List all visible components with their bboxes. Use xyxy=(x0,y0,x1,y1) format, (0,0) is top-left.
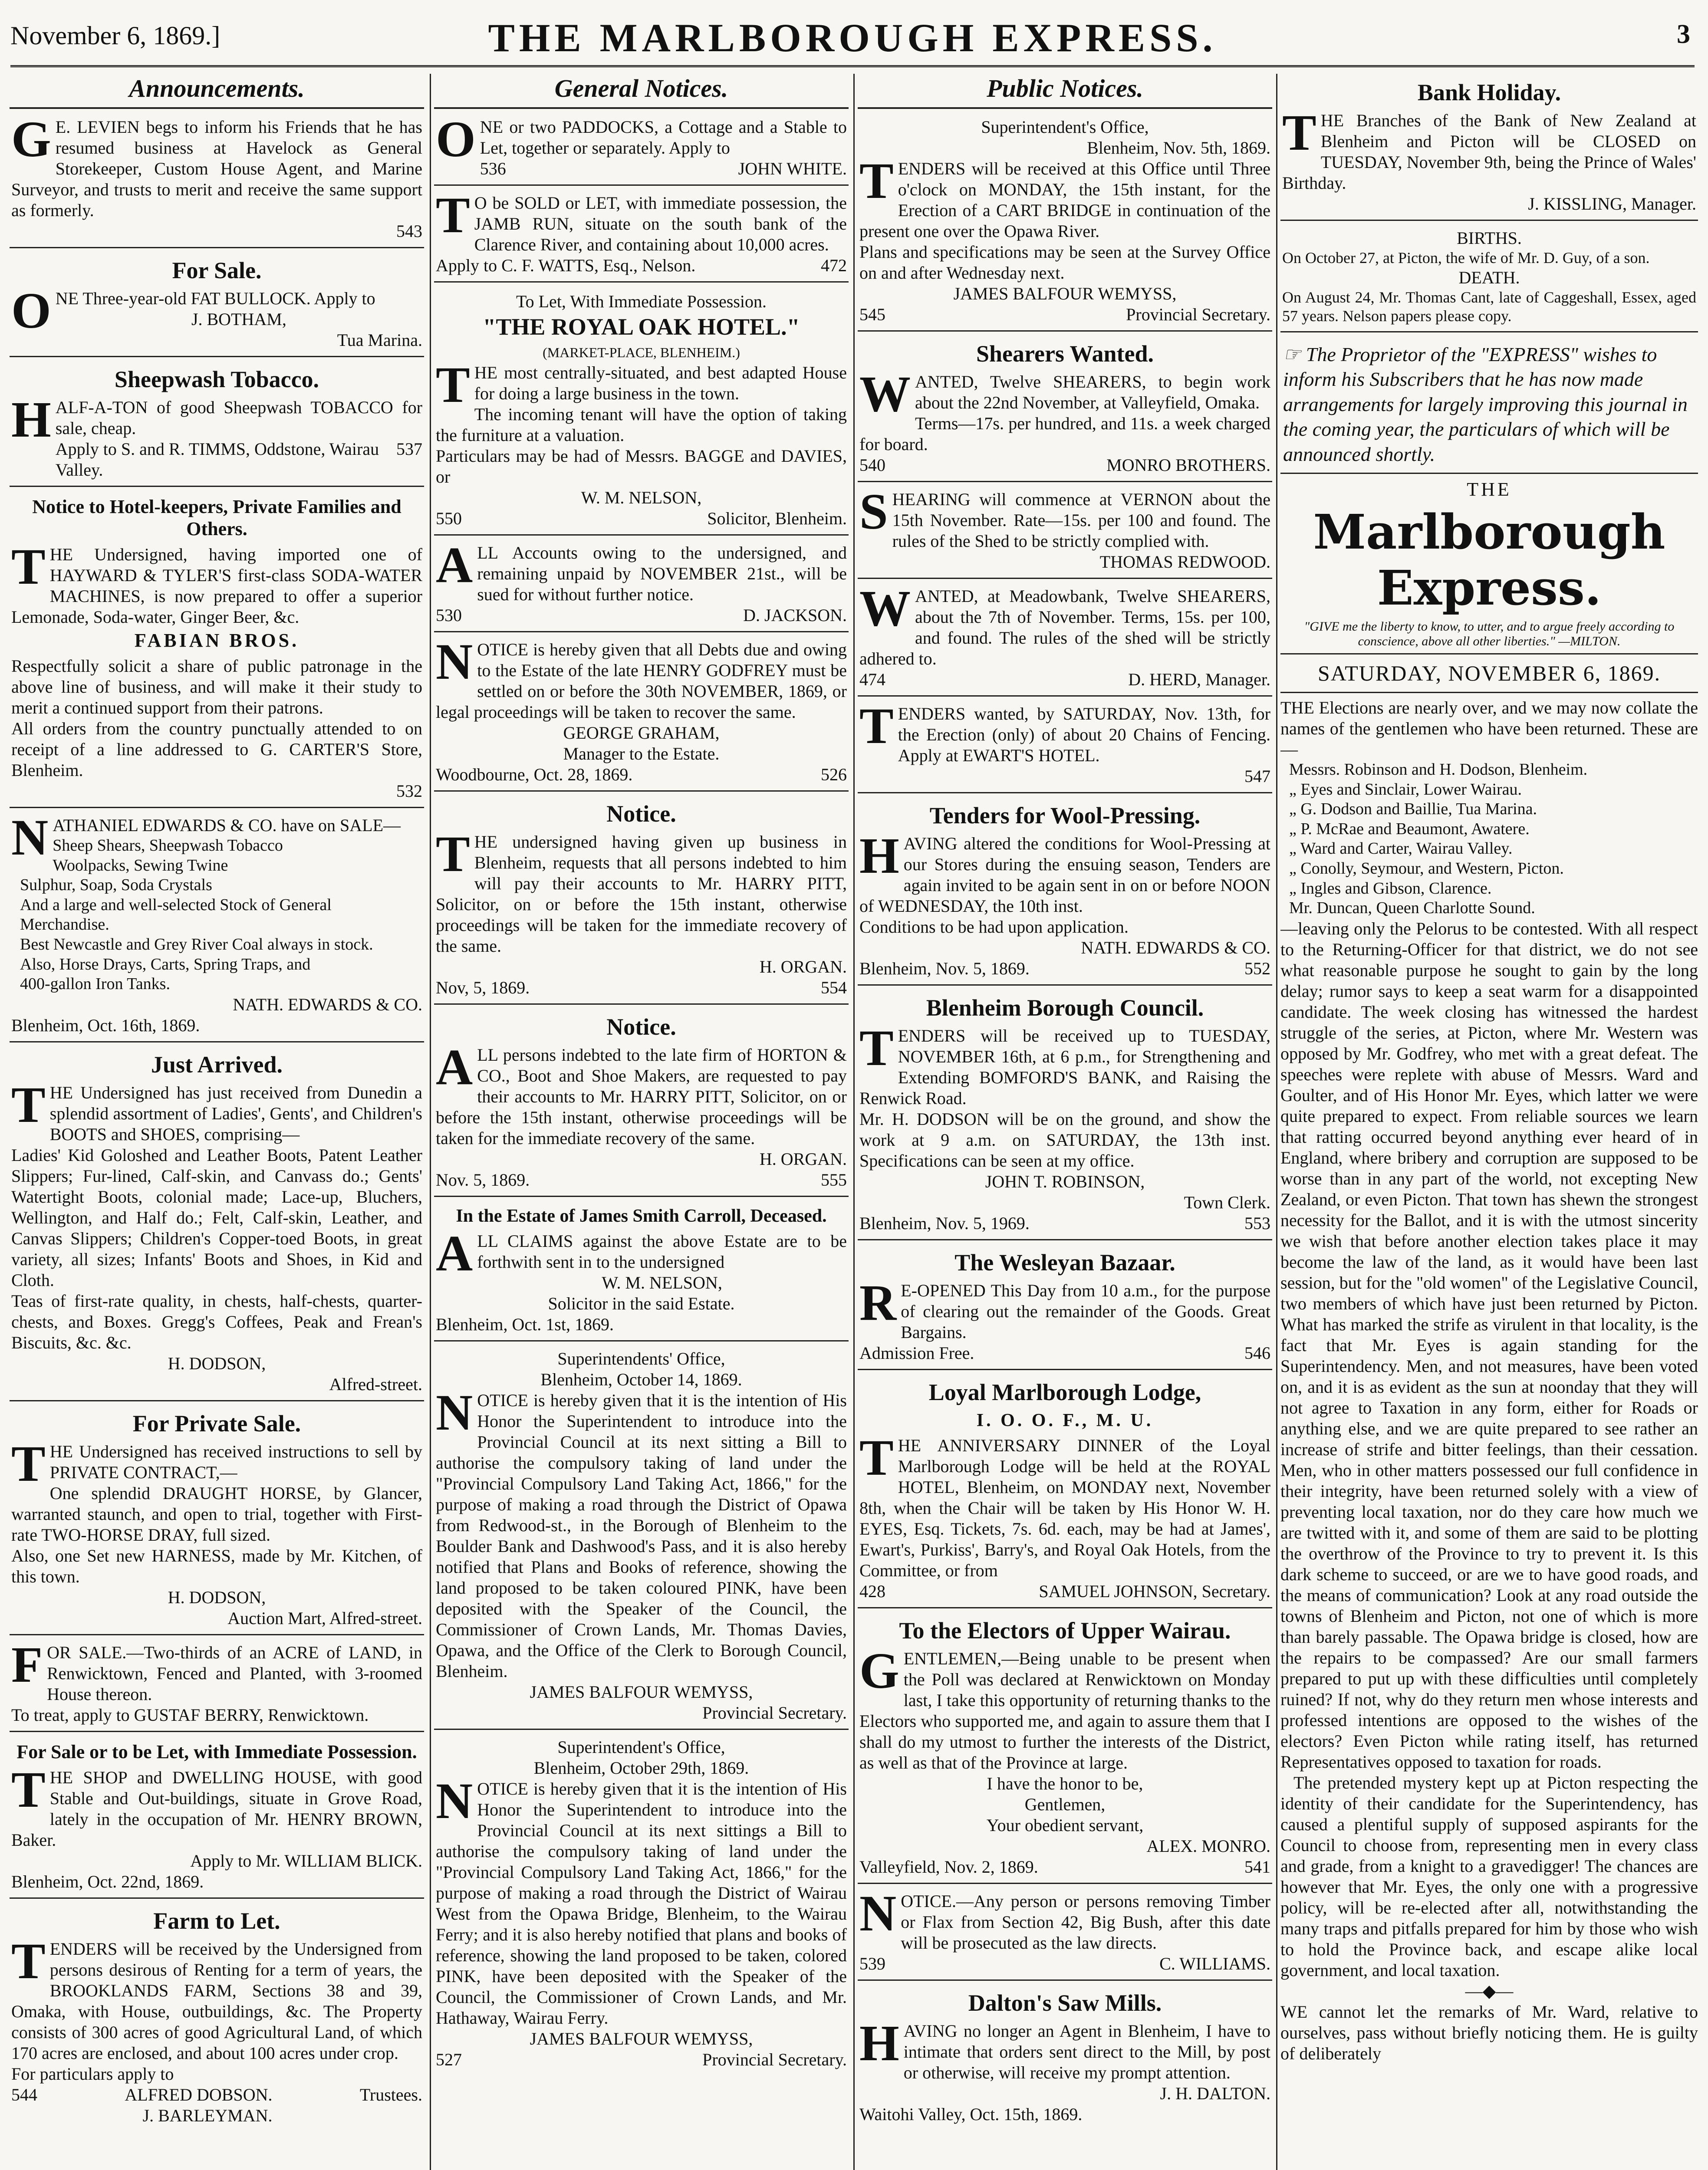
ad-title: Loyal Marlborough Lodge, xyxy=(928,1379,1201,1405)
ad-title: For Private Sale. xyxy=(132,1410,301,1437)
ad-farm-to-let xyxy=(10,1902,424,2131)
ad-timber-notice xyxy=(858,1887,1272,1981)
death-heading: DEATH. xyxy=(1458,268,1520,288)
drop-cap: T xyxy=(436,356,470,413)
ad-title: Farm to Let. xyxy=(153,1907,280,1934)
ad-text-3: Teas of first-rate quality, in chests, half-chests, quarter-chests, and Boxes. Gregg's Coffees, Peak and Frean's Biscuits, &c. &c. xyxy=(11,1291,422,1352)
ad-office-date: Blenheim, October 14, 1869. xyxy=(540,1370,742,1389)
ad-number: 428 xyxy=(859,1581,885,1601)
births-deaths xyxy=(1280,224,1698,332)
newspaper-title: THE MARLBOROUGH EXPRESS. xyxy=(488,16,1217,60)
column-heading: Public Notices. xyxy=(858,74,1272,109)
ad-signature: H. DODSON, xyxy=(168,1353,266,1373)
masthead-title: Marlborough Express. xyxy=(1313,504,1665,616)
ad-text: ANTED, Twelve SHEARERS, to begin work about the 22nd November, at Valleyfield, Omaka. xyxy=(915,372,1270,412)
ad-text-2: Plans and specifications may be seen at the Survey Office on and after Wednesday next. xyxy=(859,242,1270,283)
births-text: On October 27, at Picton, the wife of Mr. D. Guy, of a son. xyxy=(1282,249,1650,266)
ad-signature-place: Solicitor, Blenheim. xyxy=(707,509,847,528)
ad-signature: JAMES BALFOUR WEMYSS, xyxy=(530,2029,753,2048)
ad-signature: H. ORGAN. xyxy=(759,1149,847,1169)
ad-text: ANTED, at Meadowbank, Twelve SHEARERS, about the 7th of November. Terms, 15s. per 100, and found. The rules of the shed will be strictly adhered to. xyxy=(859,586,1270,668)
ad-loyal-lodge xyxy=(858,1374,1272,1608)
pointing-hand-icon: ☞ xyxy=(1283,343,1301,365)
list-item: And a large and well-selected Stock of General Merchandise. xyxy=(20,895,332,934)
ad-text: LL CLAIMS against the above Estate are to be forthwith sent in to the undersigned xyxy=(477,1231,847,1272)
ad-title: Dalton's Saw Mills. xyxy=(968,1990,1162,2016)
list-item: Mr. Duncan, Queen Charlotte Sound. xyxy=(1289,899,1535,917)
trustee-name: J. BARLEYMAN. xyxy=(142,2105,273,2125)
ad-text: ENDERS will be received by the Undersigned from persons desirous of Renting for a term of years, the BROOKLANDS FARM, Sections 38 and 39, Omaka, with House, outbuildings, &c. The Property consists of 300 acres of good Agricultural Land, of which 170 acres are enclosed, and about 100 acres under crop. xyxy=(11,1939,422,2063)
ad-text: LL persons indebted to the late firm of HORTON & CO., Boot and Shoe Makers, are requested to pay their accounts to Mr. HARRY PITT, Solicitor, on or before the 15th instant, otherwise proceedings will be taken for the immediate recovery of the same. xyxy=(436,1045,847,1148)
ad-godfrey-estate xyxy=(434,633,849,792)
ad-office: Superintendent's Office, xyxy=(981,117,1149,137)
page-number: 3 xyxy=(1677,20,1690,49)
column-public-notices xyxy=(858,74,1272,2170)
ad-wesleyan-bazaar xyxy=(858,1244,1272,1370)
ad-number: 540 xyxy=(859,455,885,475)
ad-text-3: Particulars may be had of Messrs. BAGGE and DAVIES, or xyxy=(436,446,847,487)
ad-office: Superintendent's Office, xyxy=(557,1737,725,1757)
ad-jamb-run xyxy=(434,189,849,283)
drop-cap: T xyxy=(11,538,46,595)
list-item: Also, Horse Drays, Carts, Spring Traps, and xyxy=(20,955,311,973)
ad-upper-wairau-electors xyxy=(858,1612,1272,1884)
trustees-label: Trustees. xyxy=(359,2085,422,2104)
drop-cap: G xyxy=(859,1642,899,1699)
ad-admission: Admission Free. xyxy=(859,1343,974,1363)
masthead-the: THE xyxy=(1467,479,1512,500)
ad-text: OTICE.—Any person or persons removing Timber or Flax from Section 42, Big Bush, after this date will be prosecuted as the law directs. xyxy=(901,1891,1270,1953)
ad-number: 555 xyxy=(821,1170,847,1190)
ad-horton-notice xyxy=(434,1008,849,1197)
drop-cap: O xyxy=(11,282,51,339)
ad-number: 552 xyxy=(1244,959,1270,978)
ad-date: Blenheim, Nov. 5, 1869. xyxy=(859,959,1030,978)
ad-text: HE Undersigned has received instructions to sell by PRIVATE CONTRACT,— xyxy=(49,1441,422,1482)
ad-signature-title: Manager to the Estate. xyxy=(563,744,720,763)
notice-text: The Proprietor of the "EXPRESS" wishes to inform his Subscribers that he has now made arrangements for largely improving this journal in the coming year, the particulars of which will be announced shortly. xyxy=(1283,343,1688,465)
column-rule xyxy=(430,74,431,2170)
ad-opawa-road-notice xyxy=(434,1345,849,1730)
list-item: „ G. Dodson and Baillie, Tua Marina. xyxy=(1289,800,1537,819)
ad-text: HE ANNIVERSARY DINNER of the Loyal Marlborough Lodge will be held at the ROYAL HOTEL, Blenheim, on MONDAY next, November 8th, when the Chair will be taken by His Honor W. H. EYES, Esq. Tickets, 7s. 6d. each, may be had at James', Ewart's, Purkiss', Barry's, and Royal Oak Hotels, from the Committee, or from xyxy=(859,1436,1270,1580)
ad-signature: NATH. EDWARDS & CO. xyxy=(233,994,422,1014)
death-text: On August 24, Mr. Thomas Cant, late of Caggeshall, Essex, aged 57 years. Nelson papers please copy. xyxy=(1282,289,1696,325)
ad-number: 553 xyxy=(1244,1213,1270,1233)
drop-cap: W xyxy=(859,580,911,637)
ad-office: Superintendents' Office, xyxy=(557,1349,725,1368)
ad-text: ALF-A-TON of good Sheepwash TOBACCO for sale, cheap. xyxy=(55,398,422,438)
ad-number: 543 xyxy=(396,221,422,241)
ad-signature: NATH. EDWARDS & CO. xyxy=(1081,938,1270,957)
ad-signature: ALEX. MONRO. xyxy=(1146,1836,1270,1856)
ad-number: 536 xyxy=(480,159,506,178)
list-item: Sulphur, Soap, Soda Crystals xyxy=(20,876,212,894)
ad-date: Blenheim, Oct. 16th, 1869. xyxy=(11,1015,200,1035)
column-editorial xyxy=(1280,74,1698,2170)
ad-signature: MONRO BROTHERS. xyxy=(1106,455,1270,475)
ad-text-2: Ladies' Kid Goloshed and Leather Boots, Patent Leather Slippers; Fur-lined, Calf-skin, and Canvass do.; Gents' Watertight Boots, colonial made; Lace-up, Bluchers, Wellington, and Half do.; Felt, Calf-skin, Leather, and Canvas Slippers; Children's Copper-toed Boots, in great variety, all sizes; Infants' Boots and Shoes, in Kid and Cloth. xyxy=(11,1145,422,1290)
drop-cap: T xyxy=(11,1076,46,1133)
ad-signature-title: Town Clerk. xyxy=(1184,1193,1270,1212)
ad-text: NE Three-year-old FAT BULLOCK. Apply to xyxy=(55,289,375,308)
ad-number: 526 xyxy=(821,765,847,784)
ad-title: To the Electors of Upper Wairau. xyxy=(899,1618,1231,1644)
ad-title: Notice to Hotel-keepers, Private Families and Others. xyxy=(32,496,401,539)
drop-cap: A xyxy=(436,1039,473,1095)
ad-signature: J. BOTHAM, xyxy=(191,309,286,329)
ad-signature: JOHN WHITE. xyxy=(738,159,847,178)
ad-text: HE Undersigned, having imported one of HAYWARD & TYLER'S first-class SODA-WATER MACHINES, is now prepared to offer a superior Lemonade, Soda-water, Ginger Beer, &c. xyxy=(11,545,422,627)
ad-date: Blenheim, Nov. 5, 1969. xyxy=(859,1213,1030,1233)
ad-number: 547 xyxy=(1244,766,1270,786)
ad-title: Just Arrived. xyxy=(151,1051,283,1078)
drop-cap: W xyxy=(859,365,911,422)
drop-cap: H xyxy=(859,827,899,884)
ad-text: LL Accounts owing to the undersigned, and remaining unpaid by NOVEMBER 21st., will be sued for without further notice. xyxy=(477,543,847,604)
drop-cap: R xyxy=(859,1274,897,1331)
masthead-motto: "GIVE me the liberty to know, to utter, and to argue freely according to conscience, above all other liberties." —MILTON. xyxy=(1304,619,1675,649)
ad-number: 544 xyxy=(11,2085,37,2104)
ad-text-2: The incoming tenant will have the option of taking the furniture at a valuation. xyxy=(436,404,847,445)
ad-date: Nov. 5, 1869. xyxy=(436,1170,530,1190)
column-rule xyxy=(1276,74,1277,2170)
ad-office-date: Blenheim, Nov. 5th, 1869. xyxy=(1087,138,1270,158)
column-heading: General Notices. xyxy=(434,74,849,109)
list-item: Best Newcastle and Grey River Coal always in stock. xyxy=(20,935,373,953)
ad-signature: C. WILLIAMS. xyxy=(1159,1954,1270,1973)
list-item: 400-gallon Iron Tanks. xyxy=(20,975,170,993)
ad-shop-dwelling xyxy=(10,1736,424,1899)
drop-cap: N xyxy=(436,633,473,690)
column-rule xyxy=(853,74,855,2170)
ad-number: 527 xyxy=(436,2050,462,2069)
drop-cap: A xyxy=(436,1225,473,1282)
ad-text: OTICE is hereby given that it is the intention of His Honor the Superintendent to introduce into the Provincial Council at its next sitting a Bill to authorise the compulsory taking of land under the "Provincial Compulsory Land Taking Act, 1866," for the purpose of making a road through the District of Opawa from Redwood-st., in the Borough of Blenheim to the Boulder Bank and Dashwood's Pass, and it is also hereby notified that Plans and Books of reference, showing the land proposed to be taken coloured PINK, have been deposited with the Speaker of the Council, the Commissioner of Crown Lands, Mr. Thomas Davies, Opawa, and the Office of the Clerk to Borough Council, Blenheim. xyxy=(436,1391,847,1681)
ad-subheading: I. O. O. F., M. U. xyxy=(976,1410,1154,1430)
ad-signature: JAMES BALFOUR WEMYSS, xyxy=(953,284,1177,303)
trustee-name: ALFRED DOBSON. xyxy=(125,2085,273,2104)
ad-title: Shearers Wanted. xyxy=(976,341,1154,367)
ad-firm: FABIAN BROS. xyxy=(134,630,299,651)
drop-cap: N xyxy=(436,1772,473,1829)
ad-date: Nov, 5, 1869. xyxy=(436,978,530,997)
drop-cap: S xyxy=(859,483,888,540)
ad-signature-title: Provincial Secretary. xyxy=(702,2050,847,2069)
list-item: „ P. McRae and Beaumont, Awatere. xyxy=(1289,819,1530,838)
list-item: „ Ward and Carter, Wairau Valley. xyxy=(1289,839,1513,858)
births-heading: BIRTHS. xyxy=(1457,228,1522,248)
ad-signature: J. KISSLING, Manager. xyxy=(1528,194,1696,214)
ad-text: AVING altered the conditions for Wool-Pressing at our Stores during the ensuing season, Tenders are again invited to be again sent in on or before NOON of WEDNESDAY, the 10th inst. xyxy=(859,834,1270,916)
ad-signature: W. M. NELSON, xyxy=(602,1273,722,1292)
ad-number: 550 xyxy=(436,509,462,528)
ad-signature: JAMES BALFOUR WEMYSS, xyxy=(530,1682,753,1702)
ad-royal-oak-hotel xyxy=(434,286,849,536)
ad-title: For Sale or to be Let, with Immediate Possession. xyxy=(16,1741,417,1762)
drop-cap: H xyxy=(11,391,51,448)
list-item: „ Eyes and Sinclair, Lower Wairau. xyxy=(1289,780,1522,799)
ad-date: Blenheim, Oct. 22nd, 1869. xyxy=(11,1871,204,1891)
ad-title: Bank Holiday. xyxy=(1417,79,1561,105)
ad-for-sale xyxy=(10,252,424,357)
ad-signature: SAMUEL JOHNSON, Secretary. xyxy=(1039,1581,1270,1601)
drop-cap: N xyxy=(436,1384,473,1441)
ad-number: 472 xyxy=(821,256,847,275)
ad-title: For Sale. xyxy=(172,257,262,283)
drop-cap: N xyxy=(859,1885,897,1942)
editorial-paragraph: THE Elections are nearly over, and we may now collate the names of the gentlemen who have been returned. These are— xyxy=(1280,698,1698,760)
editorial-paragraph: WE cannot let the remarks of Mr. Ward, relative to ourselves, pass without briefly noticing them. He is guilty of deliberately xyxy=(1280,2002,1698,2063)
ad-signature-place: Auction Mart, Alfred-street. xyxy=(227,1608,422,1628)
ad-text: ENDERS wanted, by SATURDAY, Nov. 13th, for the Erection (only) of about 20 Chains of Fencing. Apply at EWART'S HOTEL. xyxy=(898,704,1270,765)
drop-cap: T xyxy=(859,152,894,209)
drop-cap: G xyxy=(11,111,51,168)
ad-closing: Your obedient servant, xyxy=(986,1815,1144,1835)
ad-signature-title: Provincial Secretary. xyxy=(702,1703,847,1723)
ad-signature: THOMAS REDWOOD. xyxy=(1099,552,1270,572)
ad-signature: W. M. NELSON, xyxy=(581,488,702,507)
ad-subheading-2: (MARKET-PLACE, BLENHEIM.) xyxy=(543,345,740,360)
drop-cap: H xyxy=(859,2015,899,2071)
ad-number: 539 xyxy=(859,1954,885,1973)
ad-signature: H. DODSON, xyxy=(168,1587,266,1607)
ad-date: Woodbourne, Oct. 28, 1869. xyxy=(436,765,633,784)
ad-number: 541 xyxy=(1244,1857,1270,1877)
drop-cap: N xyxy=(11,809,49,866)
ad-text: ATHANIEL EDWARDS & CO. have on SALE— xyxy=(53,815,401,835)
ad-text-2: Mr. H. DODSON will be on the ground, and show the work at 9 a.m. on SATURDAY, the 13th inst. Specifications can be seen at my office. xyxy=(859,1109,1270,1170)
ad-bank-holiday xyxy=(1280,74,1698,221)
ad-text-3: Also, one Set new HARNESS, made by Mr. Kitchen, of this town. xyxy=(11,1545,422,1586)
masthead xyxy=(10,13,1695,67)
ad-signature-place: Alfred-street. xyxy=(329,1374,422,1394)
drop-cap: O xyxy=(436,111,476,168)
ad-nathaniel-edwards xyxy=(10,809,424,1042)
ad-meadowbank xyxy=(858,582,1272,697)
ad-text-2: One splendid DRAUGHT HORSE, by Glancer, warranted staunch, and open to trial, together with First-rate TWO-HORSE DRAY, full sized. xyxy=(11,1483,422,1545)
ad-number: 546 xyxy=(1244,1343,1270,1363)
ad-title: "THE ROYAL OAK HOTEL." xyxy=(483,314,800,340)
ad-closing: I have the honor to be, xyxy=(987,1774,1143,1793)
ad-title: Notice. xyxy=(606,1014,676,1040)
ad-text-2: Respectfully solicit a share of public patronage in the above line of business, and will make it their study to merit a continued support from their patrons. xyxy=(11,656,422,717)
goods-list xyxy=(11,836,422,994)
ad-text: HE Undersigned has just received from Dunedin a splendid assortment of Ladies', Gents', and Children's BOOTS and SHOES, comprising— xyxy=(49,1082,422,1144)
ad-date: Waitohi Valley, Oct. 15th, 1869. xyxy=(859,2104,1083,2124)
column-general-notices xyxy=(434,74,849,2170)
drop-cap: T xyxy=(11,1932,46,1989)
issue-date: November 6, 1869.] xyxy=(10,21,220,50)
ad-text: ENDERS will be received at this Office until Three o'clock on MONDAY, the 15th instant, for the Erection of a CART BRIDGE in continuation of the present one over the Opawa River. xyxy=(859,159,1270,241)
ad-signature: GEORGE GRAHAM, xyxy=(563,723,720,743)
ad-text-2: To treat, apply to GUSTAF BERRY, Renwicktown. xyxy=(11,1705,369,1725)
ad-dalton-saw-mills xyxy=(858,1984,1272,2130)
ad-office-date: Blenheim, October 29th, 1869. xyxy=(533,1758,749,1778)
ad-signature-title: Provincial Secretary. xyxy=(1126,305,1270,324)
ad-closing: Gentlemen, xyxy=(1024,1795,1106,1814)
ad-title: The Wesleyan Bazaar. xyxy=(954,1249,1175,1276)
column-announcements xyxy=(10,74,424,2170)
ad-signature-place: Tua Marina. xyxy=(337,330,422,350)
ad-signature: H. ORGAN. xyxy=(759,957,847,976)
ad-text: ENDERS will be received up to TUESDAY, NOVEMBER 16th, at 6 p.m., for Strengthening and Extending BOMFORD'S BANK, and Raising the Renwick Road. xyxy=(859,1026,1270,1108)
drop-cap: T xyxy=(436,187,470,243)
ad-text: HE SHOP and DWELLING HOUSE, with good Stable and Out-buildings, situate in Grove Road, lately in the occupation of Mr. HENRY BROWN, Baker. xyxy=(11,1767,422,1850)
ad-text: OTICE is hereby given that all Debts due and owing to the Estate of the late HENRY GODFREY must be settled on or before the 30th NOVEMBER, 1869, or legal proceedings will be taken to recover the same. xyxy=(436,640,847,722)
list-item: „ Conolly, Seymour, and Western, Picton. xyxy=(1289,859,1564,878)
ad-title: In the Estate of James Smith Carroll, Deceased. xyxy=(456,1206,827,1226)
ad-text-2: Conditions to be had upon application. xyxy=(859,917,1129,937)
ad-text: AVING no longer an Agent in Blenheim, I have to intimate that orders sent direct to the Mill, by post or otherwise, will receive my prompt attention. xyxy=(903,2021,1270,2082)
ad-text-3: All orders from the country punctually attended to on receipt of a line addressed to G. CARTER'S Store, Blenheim. xyxy=(11,719,422,780)
ad-carroll-estate xyxy=(434,1200,849,1341)
ad-borough-council xyxy=(858,989,1272,1240)
ad-text: OR SALE.—Two-thirds of an ACRE of LAND, in Renwicktown, Fenced and Planted, with 3-roomed House thereon. xyxy=(47,1642,422,1704)
ad-cart-bridge xyxy=(858,113,1272,332)
ad-number: 554 xyxy=(821,978,847,997)
ad-shearers-wanted xyxy=(858,335,1272,482)
ad-wairau-road-notice xyxy=(434,1733,849,2075)
ad-subheading: To Let, With Immediate Possession. xyxy=(516,292,767,311)
ad-text: OTICE is hereby given that it is the intention of His Honor the Superintendent to introduce into the Provincial Council at its next sittings a Bill to authorise the compulsory taking of land under the "Provincial Compulsory Land Taking Act, 1866," for the purpose of making a road through the District of Wairau West from the Opawa Bridge, Blenheim, to the Wairau Ferry; and it is also hereby notified that plans and books of reference, showing the land proposed to be taken, colored PINK, have been deposited with the Speaker of the Council, the Commissioner of Crown Lands, and Mr. Hathaway, Wairau Ferry. xyxy=(436,1779,847,2028)
ad-organ-notice xyxy=(434,795,849,1005)
ad-date: Valleyfield, Nov. 2, 1869. xyxy=(859,1857,1038,1877)
ad-vernon-shearing xyxy=(858,483,1272,579)
ad-text: NE or two PADDOCKS, a Cottage and a Stable to Let, together or separately. Apply to xyxy=(480,117,847,158)
editorial-date: SATURDAY, NOVEMBER 6, 1869. xyxy=(1280,654,1698,693)
proprietor-notice xyxy=(1280,336,1698,474)
ad-number: 532 xyxy=(396,781,422,801)
ad-acre-for-sale xyxy=(10,1636,424,1732)
ad-text-2: For particulars apply to xyxy=(11,2064,174,2084)
editorial-masthead xyxy=(1280,474,1698,654)
ad-sheepwash-tobacco xyxy=(10,361,424,487)
elected-members-list xyxy=(1280,760,1698,918)
ad-text: O be SOLD or LET, with immediate possession, the JAMB RUN, situate on the south bank of the Clarence River, and containing about 10,000 acres. xyxy=(474,193,847,254)
ad-text: HE most centrally-situated, and best adapted House for doing a large business in the town. xyxy=(474,363,847,403)
ad-text: HE undersigned having given up business in Blenheim, requests that all persons indebted to him will pay their accounts to Mr. HARRY PITT, Solicitor, on or before the 15th instant, otherwise proceedings will be taken for the immediate recovery of the same. xyxy=(436,832,847,956)
list-item: „ Ingles and Gibson, Clarence. xyxy=(1289,879,1492,898)
ad-number: 537 xyxy=(396,439,422,459)
ad-title: Tenders for Wool-Pressing. xyxy=(929,802,1201,829)
ad-text: E. LEVIEN begs to inform his Friends that he has resumed business at Havelock as General Storekeeper, Custom House Agent, and Marine Surveyor, and trusts to merit and receive the same support as formerly. xyxy=(11,117,422,220)
list-item: Messrs. Robinson and H. Dodson, Blenheim. xyxy=(1289,760,1588,779)
ad-signature: JOHN T. ROBINSON, xyxy=(985,1172,1145,1191)
ad-text: HE Branches of the Bank of New Zealand at Blenheim and Picton will be CLOSED on TUESDAY, November 9th, being the Prince of Wales' Birthday. xyxy=(1282,111,1696,193)
ad-text-2: Terms—17s. per hundred, and 11s. a week charged for board. xyxy=(859,414,1270,454)
ad-signature: D. HERD, Manager. xyxy=(1128,670,1270,689)
ad-signature: D. JACKSON. xyxy=(743,605,847,625)
ad-paddocks xyxy=(434,113,849,186)
ad-apply: Apply to C. F. WATTS, Esq., Nelson. xyxy=(436,256,696,275)
ad-text: E-OPENED This Day from 10 a.m., for the purpose of clearing out the remainder of the Goods. Great Bargains. xyxy=(901,1281,1270,1342)
drop-cap: T xyxy=(859,1429,894,1486)
section-divider: —◆— xyxy=(1465,1981,1514,2001)
ad-apply: Apply to S. and R. TIMMS, Oddstone, Wairau Valley. xyxy=(55,439,379,480)
drop-cap: T xyxy=(859,1019,894,1076)
ad-hotel-keepers xyxy=(10,490,424,808)
editorial-paragraph: —leaving only the Pelorus to be contested. With all respect to the Returning-Officer for that district, we do not see what reasonable purpose he sought to gain by the long delay; rumor says to keep a seat warm for a disappointed candidate. The week closing has witnessed the hardest struggle of the series, at Picton, where Mr. Western was opposed by Mr. Godfrey, who met with a great defeat. The speeches were replete with abuse of Messrs. Ward and Goulter, and of His Honor Mr. Eyes, which latter we were quite prepared to expect. From reliable sources we learn that ratting occurred beyond anything ever heard of in England, where bribery and corruption are supposed to be worse than in any part of the world, not excepting New Zealand, or even Picton. That town has shewn the strongest necessity for the Ballot, and it is with the utmost sincerity we wish that before another election takes place it may become the law of the land, as it would have been last session, but for the "old women" of the Legislative Council, two members of which have just been returned by Picton. What has marked the strife as virulent in that locality, is the fact that Mr. Eyes is again standing for the Superintendency. Men, and not measures, have been voted on, and it is as evident as the sun at noonday that they will not agree to Taxation in any form, either for Roads or anything else, and we are quite prepared to see rather an increase of strife and bitter feelings, than their cessation. Men, who in other matters possessed our full confidence in their integrity, have been returned solely with a view of preventing local taxation, nor do they care how much we are twitted with it, and some of them are said to be plotting the overthrow of the Province to try to prevent it. Is this dark scheme to succeed, or are we to have good roads, and the means of communication? Look at any road outside the towns of Blenheim and Picton, not one of which is more than barely passable. The Opawa bridge is closed, how are the repairs to be compassed? Are our small farmers prepared to put up with these difficulties until completely ruined? If not, why do they return men whose interests and professed intentions are opposed to the wishes of the electors? Even Picton while rating itself, has returned Representatives opposed to taxation for roads. xyxy=(1280,918,1698,1772)
drop-cap: T xyxy=(11,1435,46,1492)
ad-number: 474 xyxy=(859,670,885,689)
drop-cap: T xyxy=(859,697,894,754)
drop-cap: T xyxy=(436,825,470,882)
drop-cap: T xyxy=(1282,104,1316,161)
ad-text: HEARING will commence at VERNON about the 15th November. Rate—15s. per 100 and found. The rules of the Shed to be strictly complied with. xyxy=(892,490,1270,551)
ad-just-arrived xyxy=(10,1046,424,1401)
ad-fencing-tenders xyxy=(858,697,1272,793)
drop-cap: F xyxy=(11,1636,43,1693)
drop-cap: A xyxy=(436,536,473,593)
drop-cap: T xyxy=(11,1761,46,1818)
ad-title: Sheepwash Tobacco. xyxy=(114,366,319,392)
ad-signature-title: Solicitor in the said Estate. xyxy=(548,1294,735,1313)
ad-number: 545 xyxy=(859,305,885,324)
column-heading: Announcements. xyxy=(10,74,424,109)
ad-wool-pressing xyxy=(858,797,1272,986)
ad-jackson xyxy=(434,536,849,632)
ad-number: 530 xyxy=(436,605,462,625)
ad-title: Blenheim Borough Council. xyxy=(926,995,1204,1021)
ad-signature: J. H. DALTON. xyxy=(1160,2084,1270,2103)
ad-title: Notice. xyxy=(606,801,676,827)
ad-date: Blenheim, Oct. 1st, 1869. xyxy=(436,1315,614,1334)
ad-levien xyxy=(10,113,424,248)
ad-apply: Apply to Mr. WILLIAM BLICK. xyxy=(190,1851,422,1871)
list-item: Woolpacks, Sewing Twine xyxy=(53,856,228,875)
ad-text: ENTLEMEN,—Being unable to be present when the Poll was declared at Renwicktown on Monday last, I take this opportunity of returning thanks to the Electors who supported me, and again to assure them that I shall do my utmost to further the interests of the District, as well as that of the Province at large. xyxy=(859,1649,1270,1772)
list-item: Sheep Shears, Sheepwash Tobacco xyxy=(53,836,283,855)
editorial-paragraph: The pretended mystery kept up at Picton respecting the identity of their candidate for the Superintendency, has caused a plentiful supply of supposed aspirants for the Council to choose from, representing men in every class and grade, from a knight to a gravedigger! The chances are however that Mr. Eyes, the only one with a progressive policy, will be re-elected after all, notwithstanding the many traps and pitfalls prepared for him by those who wish to hold the Province back, and escape alike local government, and local taxation. xyxy=(1280,1772,1698,1980)
ad-private-sale xyxy=(10,1405,424,1635)
